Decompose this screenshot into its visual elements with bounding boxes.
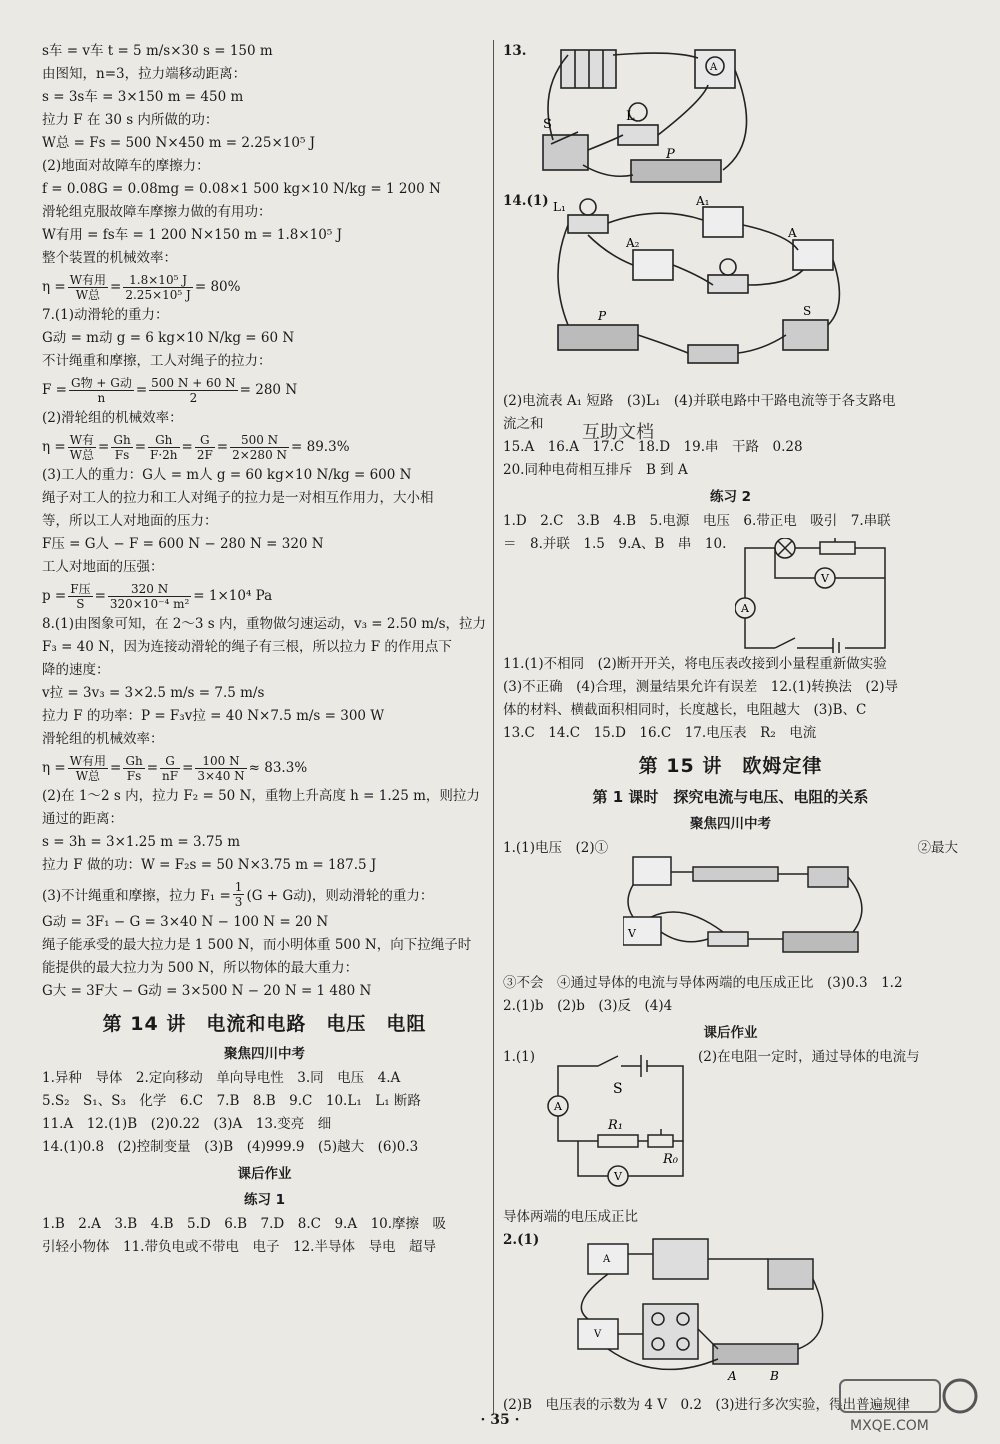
question-13-block xyxy=(503,40,958,190)
section-14-title: 第 14 讲 电流和电路 电压 电阻 xyxy=(102,1013,427,1035)
label-s: S xyxy=(543,117,552,132)
label-a-10: A xyxy=(741,602,749,615)
solution-line: 通过的距离： xyxy=(42,811,123,827)
solution-line: 整个装置的机械效率： xyxy=(42,250,177,266)
page-number: · 35 · xyxy=(480,1412,520,1428)
question-14-block xyxy=(503,190,958,390)
equation-pressure: p = $\frac{\text{F压}}{S}$ = $\frac{320 N}{\text{320×10⁻⁴ m²}}$ = 1×10⁴ Pa xyxy=(42,581,273,611)
answer-line: (3)不正确 (4)合理，测量结果允许有误差 12.(1)转换法 (2)导 xyxy=(503,679,898,695)
answer-line: 14.(1)0.8 (2)控制变量 (3)B (4)999.9 (5)越大 (6)0.3 xyxy=(42,1139,419,1155)
answer-line: 11.(1)不相同 (2)断开开关，将电压表改接到小量程重新做实验 xyxy=(503,656,887,672)
label-p: P xyxy=(666,147,675,162)
answer-line: ＝ 8.并联 1.5 9.A、B 串 10. xyxy=(503,536,727,552)
answer-line: 11.A 12.(1)B (2)0.22 (3)A 13.变亮 细 xyxy=(42,1116,332,1132)
label-b-slider: B xyxy=(770,1369,779,1383)
answer-line: 15.A 16.A 17.C 18.D 19.串 干路 0.28 xyxy=(503,439,803,455)
solution-line: 7.(1)动滑轮的重力： xyxy=(42,307,169,323)
solution-line: F压 = G人 − F = 600 N − 280 N = 320 N xyxy=(42,536,324,552)
practice-2-title: 练习 2 xyxy=(709,489,752,505)
equation-pull-force: F = $\frac{\text{G物 + G动}}{n}$ = $\frac{500 N + 60 N}{2}$ = 280 N xyxy=(42,375,298,405)
solution-line: 绳子对工人的拉力和工人对绳子的拉力是一对相互作用力，大小相 xyxy=(42,490,434,506)
hw-q2-number: 2.(1) xyxy=(503,1232,540,1248)
solution-line: 降的速度： xyxy=(42,662,110,678)
solution-line: 由图知，n=3，拉力端移动距离： xyxy=(42,66,247,82)
label-v-q1: V xyxy=(628,927,636,940)
homework-q1-block xyxy=(503,1046,958,1206)
q1-part-b: ②最大 xyxy=(917,840,958,856)
label-a-hw2: A xyxy=(603,1254,611,1265)
label-a-hw: A xyxy=(554,1100,562,1113)
solution-line: (2)在 1～2 s 内，拉力 F₂ = 50 N，重物上升高度 h = 1.25 m，则拉力 xyxy=(42,788,480,804)
label-a-main: A xyxy=(788,226,797,240)
solution-line: G大 = 3F大 − G动 = 3×500 N − 20 N = 1 480 N xyxy=(42,983,372,999)
solution-line: 拉力 F 的功率：P = F₃v拉 = 40 N×7.5 m/s = 300 W xyxy=(42,708,385,724)
question-13-number: 13. xyxy=(503,43,527,59)
circuit-diagram-10 xyxy=(735,538,895,653)
equation-efficiency-2: η = $\frac{\text{W有}}{\text{W总}}$ = $\frac{Gh}{Fs}$ = $\frac{Gh}{F\cdot 2h}$ = $\frac{G}{2F}$ = $\frac{500 N}{2\times 280 N}$ = 89.3% xyxy=(42,432,350,462)
circuit-photo-hw2 xyxy=(548,1234,848,1394)
answer-line: 1.D 2.C 3.B 4.B 5.电源 电压 6.带正电 吸引 7.串联 xyxy=(503,513,891,529)
solution-line: G动 = 3F₁ − G = 3×40 N − 100 N = 20 N xyxy=(42,914,329,930)
section-14-subtitle: 聚焦四川中考 xyxy=(224,1046,305,1062)
solution-line: 滑轮组的机械效率： xyxy=(42,731,164,747)
section-15-subtitle: 第 1 课时 探究电流与电压、电阻的关系 xyxy=(592,788,869,806)
solution-line: s = 3h = 3×1.25 m = 3.75 m xyxy=(42,834,241,850)
label-s-hw: S xyxy=(613,1081,623,1097)
hw-q1-answer: (2)在电阻一定时，通过导体的电流与 xyxy=(698,1049,920,1065)
answer-line: 20.同种电荷相互排斥 B 到 A xyxy=(503,462,688,478)
circuit-diagram-hw1 xyxy=(543,1051,693,1206)
practice-1-title: 练习 1 xyxy=(243,1192,286,1208)
solution-line: f = 0.08G = 0.08mg = 0.08×1 500 kg×10 N/kg = 1 200 N xyxy=(42,181,441,197)
circuit-photo-14 xyxy=(548,195,848,380)
equation-third: (3)不计绳重和摩擦，拉力 F₁ = $\frac{1}{3}$ (G + G动)，则动滑轮的重力： xyxy=(42,879,434,909)
answer-line: 1.B 2.A 3.B 4.B 5.D 6.B 7.D 8.C 9.A 10.摩擦 吸 xyxy=(42,1216,447,1232)
solution-line: 8.(1)由图象可知，在 2～3 s 内，重物做匀速运动，v₃ = 2.50 m/s，拉力 xyxy=(42,616,487,632)
solution-line: 拉力 F 在 30 s 内所做的功： xyxy=(42,112,219,128)
solution-line: v拉 = 3v₃ = 3×2.5 m/s = 7.5 m/s xyxy=(42,685,265,701)
watermark-logo xyxy=(830,1366,980,1436)
hw-q1-answer-cont: 导体两端的电压成正比 xyxy=(503,1209,638,1225)
answer-line: 体的材料、横截面积相同时，长度越长，电阻越大 (3)B、C xyxy=(503,702,867,718)
label-r0: R₀ xyxy=(663,1152,678,1167)
solution-line: W有用 = fs车 = 1 200 N×150 m = 1.8×10⁵ J xyxy=(42,227,342,243)
label-a-slider: A xyxy=(728,1369,737,1383)
circuit-photo-13 xyxy=(523,40,823,190)
question-14-number: 14.(1) xyxy=(503,193,549,209)
label-v-hw2: V xyxy=(594,1329,602,1340)
answer-line: 流之和 xyxy=(503,416,544,432)
label-l1: L₁ xyxy=(553,200,566,214)
label-a2: A₂ xyxy=(626,236,640,250)
solution-line: 不计绳重和摩擦，工人对绳子的拉力： xyxy=(42,353,272,369)
section-15-title: 第 15 讲 欧姆定律 xyxy=(638,755,823,777)
label-p-14: P xyxy=(598,309,607,323)
q1-part-a: 1.(1)电压 (2)① xyxy=(503,840,609,856)
right-column xyxy=(503,40,958,1417)
equation-efficiency-1: η = $\frac{\text{W有用}}{\text{W总}}$ = $\frac{\text{1.8×10⁵ J}}{\text{2.25×10⁵ J}}$ = 80% xyxy=(42,272,241,302)
solution-line: s车 = v车 t = 5 m/s×30 s = 150 m xyxy=(42,43,273,59)
circuit-photo-q1 xyxy=(623,847,883,967)
solution-line: 工人对地面的压强： xyxy=(42,559,164,575)
answer-line: ③不会 ④通过导体的电流与导体两端的电压成正比 (3)0.3 1.2 xyxy=(503,975,903,991)
label-v-10: V xyxy=(821,572,829,585)
question-1-block xyxy=(503,837,958,972)
solution-line: W总 = Fs = 500 N×450 m = 2.25×10⁵ J xyxy=(42,135,316,151)
hw-q2-answer: (2)B 电压表的示数为 4 V 0.2 (3)进行多次实验，得出普遍规律 xyxy=(503,1397,911,1413)
solution-line: 能提供的最大拉力为 500 N，所以物体的最大重力： xyxy=(42,960,359,976)
label-v-hw: V xyxy=(614,1170,622,1183)
solution-line: (2)地面对故障车的摩擦力： xyxy=(42,158,210,174)
answer-line: 2.(1)b (2)b (3)反 (4)4 xyxy=(503,998,673,1014)
solution-line: s = 3s车 = 3×150 m = 450 m xyxy=(42,89,244,105)
solution-line: 拉力 F 做的功：W = F₂s = 50 N×3.75 m = 187.5 J xyxy=(42,857,377,873)
homework-2-title: 课后作业 xyxy=(703,1025,758,1041)
answer-line: 13.C 14.C 15.D 16.C 17.电压表 R₂ 电流 xyxy=(503,725,817,741)
solution-line: (2)滑轮组的机械效率： xyxy=(42,410,183,426)
label-l: L xyxy=(626,109,635,124)
label-s-14: S xyxy=(803,304,812,318)
label-a: A xyxy=(710,62,718,73)
answer-line: (2)电流表 A₁ 短路 (3)L₁ (4)并联电路中干路电流等于各支路电 xyxy=(503,393,896,409)
hw-q1-number: 1.(1) xyxy=(503,1049,536,1065)
solution-line: 绳子能承受的最大拉力是 1 500 N，而小明体重 500 N，向下拉绳子时 xyxy=(42,937,472,953)
handwritten-stamp: 互助文档 xyxy=(582,422,654,443)
solution-line: G动 = m动 g = 6 kg×10 N/kg = 60 N xyxy=(42,330,295,346)
answer-line: 5.S₂ S₁、S₃ 化学 6.C 7.B 8.B 9.C 10.L₁ L₁ 断路 xyxy=(42,1093,421,1109)
label-a1: A₁ xyxy=(696,195,710,208)
svg-text:MXQE.COM: MXQE.COM xyxy=(850,1418,929,1434)
label-r1: R₁ xyxy=(608,1118,623,1133)
equation-efficiency-3: η = $\frac{\text{W有用}}{\text{W总}}$ = $\frac{Gh}{Fs}$ = $\frac{G}{nF}$ = $\frac{100 N}{3\times 40 N}$ ≈ 83.3% xyxy=(42,753,308,783)
solution-line: F₃ = 40 N，因为连接动滑轮的绳子有三根，所以拉力 F 的作用点下 xyxy=(42,639,452,655)
column-divider xyxy=(493,40,494,1415)
solution-line: 滑轮组克服故障车摩擦力做的有用功： xyxy=(42,204,272,220)
answer-line: 引轻小物体 11.带负电或不带电 电子 12.半导体 导电 超导 xyxy=(42,1239,436,1255)
solution-line: 等，所以工人对地面的压力： xyxy=(42,513,218,529)
solution-line: (3)工人的重力：G人 = m人 g = 60 kg×10 N/kg = 600 N xyxy=(42,467,412,483)
section-15-subtitle-2: 聚焦四川中考 xyxy=(690,816,771,832)
homework-title: 课后作业 xyxy=(237,1166,292,1182)
answer-line: 1.异种 导体 2.定向移动 单向导电性 3.同 电压 4.A xyxy=(42,1070,401,1086)
left-column xyxy=(42,40,487,1259)
